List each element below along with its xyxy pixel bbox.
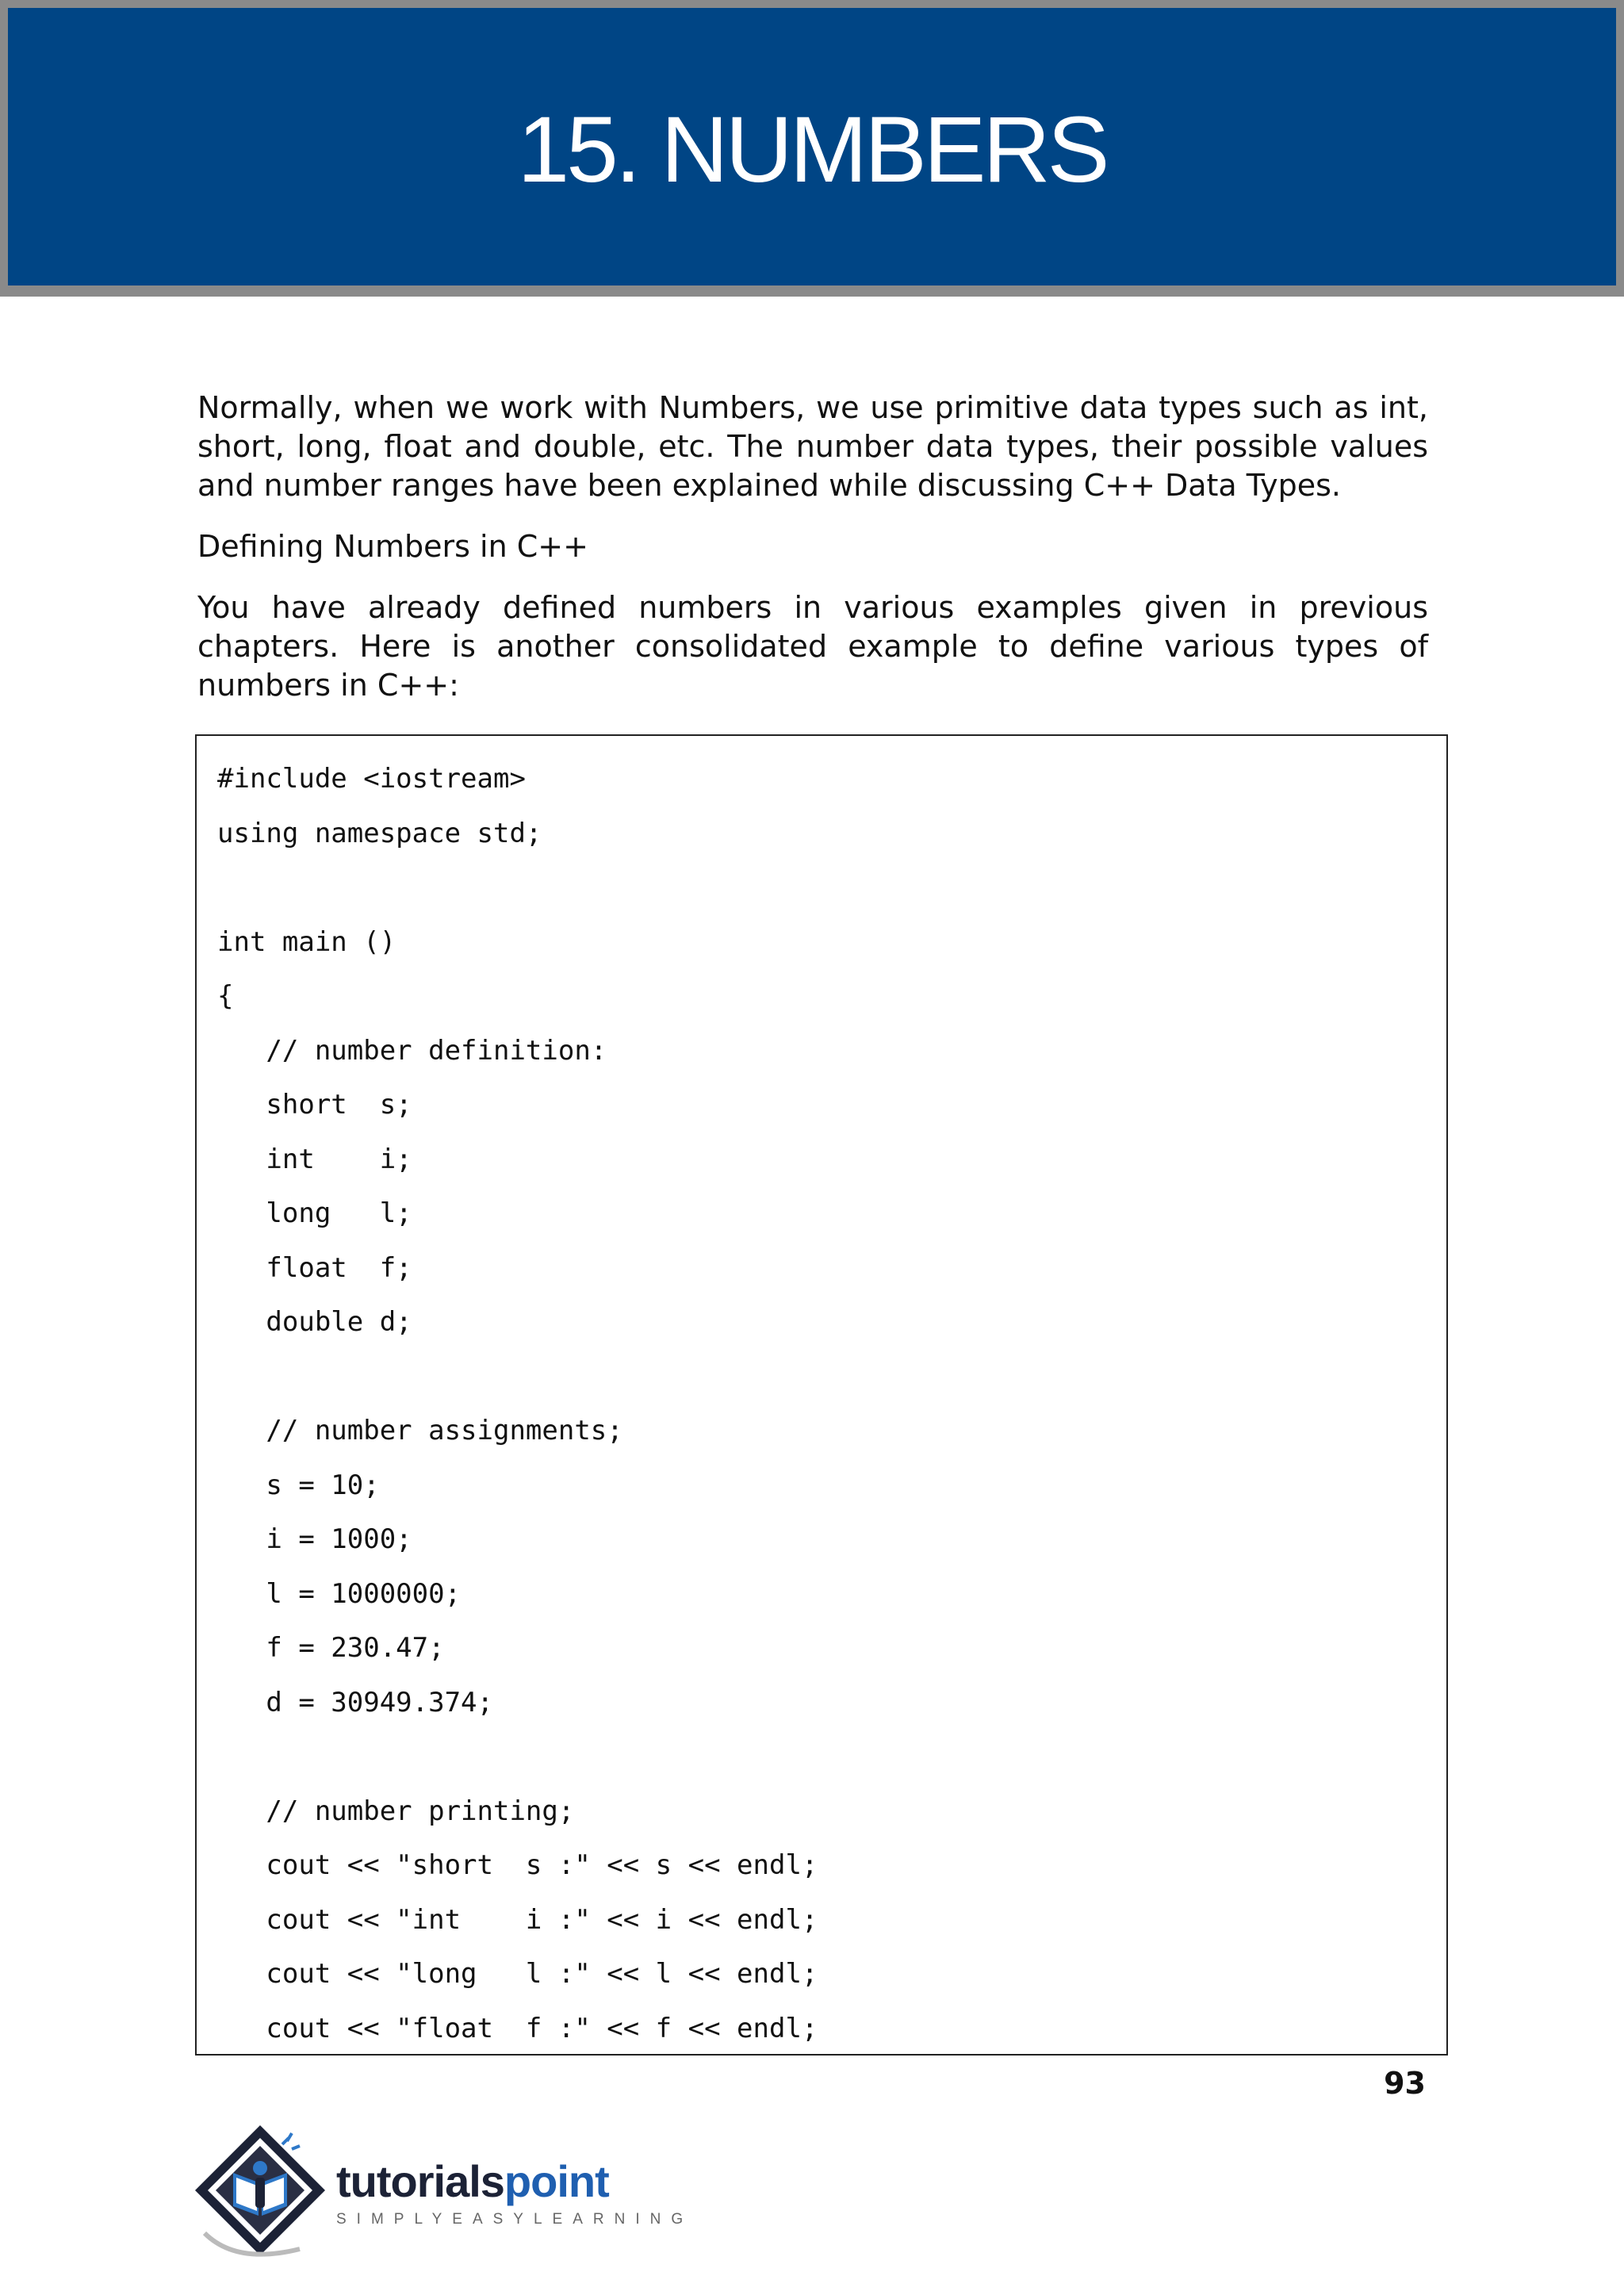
code-line: f = 230.47; [217,1632,445,1664]
code-line: using namespace std; [217,817,542,849]
section-subheading: Defining Numbers in C++ [197,529,588,564]
code-line: // number printing; [217,1795,575,1827]
logo-wordmark [336,2155,609,2207]
code-line: int main () [217,925,396,958]
chapter-header-frame [0,0,1624,297]
code-line: cout << "short s :" << s << endl; [217,1849,818,1881]
code-line: #include <iostream> [217,763,526,795]
book-diamond-icon [189,2114,347,2273]
code-line: // number assignments; [217,1415,623,1446]
code-line: long l; [217,1197,412,1229]
code-line: d = 30949.374; [217,1686,493,1718]
logo-tagline: SIMPLYEASYLEARNING [336,2211,694,2228]
code-line: float f; [217,1251,412,1284]
code-line: cout << "long l :" << l << endl; [217,1958,818,1990]
code-line: i = 1000; [217,1523,412,1555]
code-line [217,1350,1446,1404]
code-line: cout << "int i :" << i << endl; [217,1903,818,1936]
page-number: 93 [1384,2066,1426,2101]
code-line [217,1730,1446,1784]
code-line: short s; [217,1089,412,1121]
logo-word-point: point [504,2156,609,2206]
chapter-title: 15. NUMBERS [517,98,1107,202]
code-line: double d; [217,1306,412,1338]
tutorialspoint-logo [193,2117,694,2276]
code-line: l = 1000000; [217,1577,462,1610]
code-line: s = 10; [217,1469,380,1501]
code-line: { [217,980,234,1012]
code-block [195,734,1448,2056]
page-content [197,389,1428,727]
code-line: cout << "float f :" << f << endl; [217,2012,818,2044]
logo-word-tutorials: tutorials [336,2156,504,2206]
lead-paragraph: You have already defined numbers in various examples given in previous chapters. Here is another consolidated example to define various types of numbers in C++: [197,590,1428,703]
intro-paragraph: Normally, when we work with Numbers, we use primitive data types such as int, short, long, float and double, etc. The number data types, their possible values and number ranges have been explained while discussing C++ Data Types. [197,390,1428,503]
code-line [217,860,1446,915]
code-line: // number definition: [217,1034,607,1067]
code-line: int i; [217,1143,412,1175]
chapter-header [8,8,1616,285]
